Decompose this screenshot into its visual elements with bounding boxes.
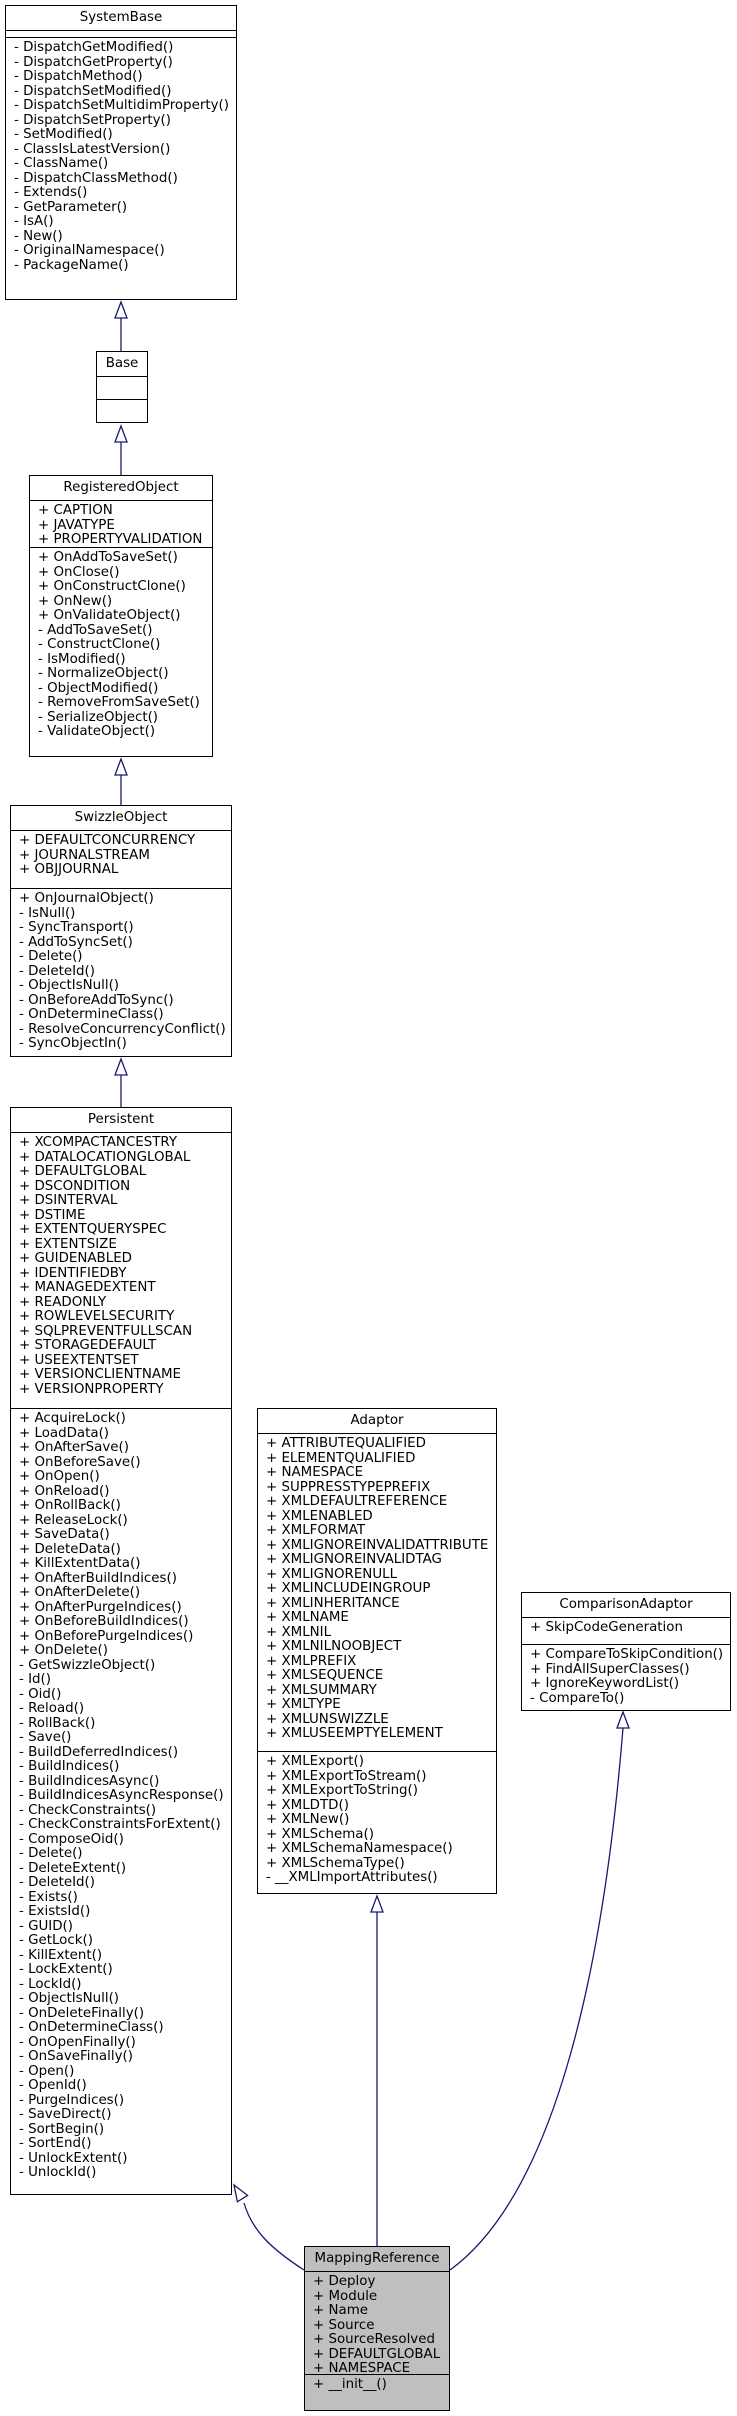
class-attribute: + VERSIONPROPERTY (19, 1381, 164, 1397)
inheritance-arrowhead-registeredobject (115, 759, 127, 775)
class-attribute: + JOURNALSTREAM (19, 847, 150, 863)
class-methods-section (11, 1409, 231, 2198)
class-method: + OnOpen() (19, 1469, 100, 1484)
class-method: + XMLExportToString() (266, 1783, 419, 1798)
class-attribute: + SourceResolved (313, 2332, 435, 2347)
class-attributes-section (97, 377, 147, 400)
class-method: - GUID() (19, 1918, 73, 1934)
class-method: + IgnoreKeywordList() (530, 1676, 680, 1691)
class-attribute: + ELEMENTQUALIFIED (266, 1450, 416, 1466)
class-attribute: + XMLENABLED (266, 1508, 373, 1524)
class-method: - ConstructClone() (38, 637, 161, 652)
class-attribute: + XMLNIL (266, 1624, 332, 1640)
class-attribute: + Module (313, 2288, 378, 2304)
class-method: - SetModified() (14, 127, 113, 142)
class-method: + OnNew() (38, 593, 113, 609)
class-method: + XMLSchemaType() (266, 1855, 405, 1871)
class-attribute: + Name (313, 2303, 368, 2318)
class-method: + OnBeforeSave() (19, 1454, 141, 1470)
class-method: - Extends() (14, 185, 88, 200)
class-method: - CheckConstraintsForExtent() (19, 1817, 221, 1832)
class-method: - DispatchMethod() (14, 69, 143, 84)
class-attribute: + OBJJOURNAL (19, 862, 119, 877)
inheritance-edge-mappingreference-to-persistent (244, 2203, 304, 2270)
class-method: + XMLDTD() (266, 1797, 349, 1813)
class-method: - DispatchGetProperty() (14, 54, 173, 70)
class-method: - OriginalNamespace() (14, 243, 165, 258)
class-attribute: + SQLPREVENTFULLSCAN (19, 1323, 193, 1339)
class-attribute: + XMLSUMMARY (266, 1682, 377, 1698)
class-attribute: + XMLIGNORENULL (266, 1566, 398, 1582)
class-method: - CheckConstraints() (19, 1802, 157, 1818)
class-attribute: + DSINTERVAL (19, 1193, 118, 1208)
inheritance-arrowhead-systembase (115, 302, 127, 318)
class-name: SwizzleObject (11, 806, 231, 831)
class-attribute: + NAMESPACE (266, 1465, 364, 1480)
class-attribute: + JAVATYPE (38, 517, 115, 533)
class-attribute: + XMLFORMAT (266, 1523, 366, 1538)
class-method: - RemoveFromSaveSet() (38, 695, 200, 710)
class-method: - ClassIsLatestVersion() (14, 141, 171, 157)
class-method: - ClassName() (14, 156, 109, 171)
class-method: - OnOpenFinally() (19, 2034, 136, 2050)
class-method: - ObjectIsNull() (19, 978, 120, 993)
class-attribute: + XMLSEQUENCE (266, 1668, 384, 1683)
class-method: - OpenId() (19, 2078, 87, 2093)
class-method: - Open() (19, 2063, 75, 2079)
class-method: + XMLSchemaNamespace() (266, 1841, 453, 1856)
class-methods-section (30, 548, 212, 760)
class-attribute: + IDENTIFIEDBY (19, 1265, 127, 1281)
class-box-swizzleobject[interactable] (10, 805, 232, 1057)
class-method: - SortEnd() (19, 2136, 92, 2151)
class-box-mappingreference[interactable] (304, 2246, 450, 2411)
class-method: + XMLExportToStream() (266, 1768, 427, 1784)
class-attribute: + Source (313, 2317, 375, 2333)
class-attribute: + DSTIME (19, 1207, 86, 1223)
class-method: + CompareToSkipCondition() (530, 1647, 724, 1662)
class-method: - ObjectIsNull() (19, 1991, 120, 2006)
class-method: - ObjectModified() (38, 680, 159, 696)
class-attribute: + Deploy (313, 2274, 376, 2289)
class-attribute: + VERSIONCLIENTNAME (19, 1367, 182, 1382)
class-method: - SaveDirect() (19, 2107, 112, 2122)
class-methods-section (97, 400, 147, 426)
class-attribute: + XMLDEFAULTREFERENCE (266, 1494, 448, 1509)
class-method: - DispatchClassMethod() (14, 170, 178, 186)
class-method: + OnRollBack() (19, 1498, 121, 1513)
class-method: - ExistsId() (19, 1904, 91, 1919)
class-attribute: + EXTENTQUERYSPEC (19, 1222, 167, 1237)
class-method: + XMLExport() (266, 1754, 364, 1769)
class-method: - Delete() (19, 949, 83, 964)
class-attribute: + MANAGEDEXTENT (19, 1280, 156, 1295)
class-method: - OnBeforeAddToSync() (19, 992, 174, 1008)
class-name: SystemBase (6, 6, 236, 31)
class-name: RegisteredObject (30, 476, 212, 501)
class-attribute: + XMLNAME (266, 1610, 349, 1625)
class-method: - SerializeObject() (38, 709, 159, 725)
class-method: - SortBegin() (19, 2121, 105, 2137)
class-methods-section (305, 2375, 449, 2414)
class-method: + OnAfterBuildIndices() (19, 1570, 177, 1586)
class-method: - Reload() (19, 1701, 85, 1716)
class-attribute: + PROPERTYVALIDATION (38, 532, 203, 547)
class-attribute: + XMLTYPE (266, 1697, 341, 1712)
class-method: - ValidateObject() (38, 724, 156, 739)
class-methods-section (11, 889, 231, 1060)
class-method: + XMLSchema() (266, 1826, 374, 1842)
class-attribute: + XMLNILNOOBJECT (266, 1639, 402, 1654)
class-method: - BuildDeferredIndices() (19, 1744, 179, 1760)
class-attribute: + READONLY (19, 1294, 107, 1310)
inheritance-arrowhead-swizzleobject (115, 1059, 127, 1075)
class-method: - OnDetermineClass() (19, 2020, 164, 2035)
class-method: - OnDeleteFinally() (19, 2005, 145, 2021)
class-attribute: + DATALOCATIONGLOBAL (19, 1149, 191, 1165)
class-attributes-section (30, 501, 212, 548)
class-attribute: + GUIDENABLED (19, 1251, 132, 1266)
class-method: - PackageName() (14, 257, 129, 273)
class-method: - Oid() (19, 1686, 62, 1702)
class-method: - UnlockExtent() (19, 2150, 128, 2166)
class-attribute: + DEFAULTGLOBAL (19, 1164, 147, 1179)
class-attribute: + CAPTION (38, 503, 113, 518)
class-name: ComparisonAdaptor (522, 1593, 730, 1618)
class-attributes-section (305, 2272, 449, 2375)
class-method: - BuildIndicesAsyncResponse() (19, 1788, 224, 1803)
class-method: + XMLNew() (266, 1812, 350, 1827)
class-attribute: + XCOMPACTANCESTRY (19, 1135, 178, 1150)
class-attribute: + DEFAULTGLOBAL (313, 2346, 441, 2362)
class-method: - LockExtent() (19, 1962, 113, 1977)
class-method: + OnBeforeBuildIndices() (19, 1614, 189, 1629)
class-method: - KillExtent() (19, 1947, 103, 1963)
class-name: MappingReference (305, 2247, 449, 2272)
class-method: + OnBeforePurgeIndices() (19, 1628, 194, 1644)
class-name: Persistent (11, 1108, 231, 1133)
class-method: - DispatchSetProperty() (14, 112, 171, 128)
class-attribute: + DSCONDITION (19, 1178, 131, 1194)
class-method: + OnAfterSave() (19, 1440, 129, 1455)
class-method: + DeleteData() (19, 1541, 121, 1557)
class-attribute: + XMLPREFIX (266, 1653, 357, 1669)
class-attribute: + XMLINCLUDEINGROUP (266, 1581, 431, 1596)
class-attribute: + XMLIGNOREINVALIDATTRIBUTE (266, 1537, 489, 1553)
class-method: + ReleaseLock() (19, 1512, 128, 1528)
class-methods-section (6, 38, 236, 300)
inheritance-arrowhead-base (115, 426, 127, 442)
class-attribute: + SkipCodeGeneration (530, 1620, 683, 1635)
class-method: + OnAfterDelete() (19, 1585, 141, 1600)
class-method: + SaveData() (19, 1527, 110, 1542)
class-method: + __init__() (313, 2377, 387, 2392)
class-method: + OnValidateObject() (38, 608, 181, 623)
class-method: - DispatchSetModified() (14, 83, 172, 99)
class-method: + OnJournalObject() (19, 891, 154, 906)
class-method: - __XMLImportAttributes() (266, 1870, 438, 1885)
class-method: - NormalizeObject() (38, 666, 169, 681)
class-attribute: + EXTENTSIZE (19, 1236, 117, 1252)
class-method: - CompareTo() (530, 1690, 625, 1706)
class-attribute: + ROWLEVELSECURITY (19, 1309, 175, 1324)
class-method: - BuildIndices() (19, 1759, 120, 1774)
class-method: - DeleteExtent() (19, 1860, 127, 1876)
class-box-comparisonadaptor[interactable] (521, 1592, 731, 1711)
class-method: + KillExtentData() (19, 1556, 141, 1571)
class-method: - LockId() (19, 1976, 82, 1992)
class-method: - UnlockId() (19, 2165, 97, 2180)
class-method: - BuildIndicesAsync() (19, 1773, 160, 1789)
class-method: + OnDelete() (19, 1643, 108, 1658)
class-attribute: + DEFAULTCONCURRENCY (19, 833, 196, 848)
class-method: - Save() (19, 1730, 72, 1745)
class-method: + OnClose() (38, 564, 120, 580)
class-method: - IsModified() (38, 651, 126, 667)
class-method: - Id() (19, 1672, 51, 1687)
class-method: - Delete() (19, 1846, 83, 1861)
class-box-base[interactable] (96, 351, 148, 423)
class-box-systembase[interactable] (5, 5, 237, 300)
class-method: + FindAllSuperClasses() (530, 1661, 690, 1677)
class-attribute: + ATTRIBUTEQUALIFIED (266, 1436, 426, 1451)
class-attributes-section (11, 1133, 231, 1409)
class-method: + OnAfterPurgeIndices() (19, 1599, 182, 1615)
class-box-persistent[interactable] (10, 1107, 232, 2195)
class-attribute: + XMLUSEEMPTYELEMENT (266, 1726, 443, 1741)
class-attributes-section (522, 1618, 730, 1645)
class-methods-section (258, 1752, 496, 1897)
class-method: - DispatchGetModified() (14, 40, 174, 55)
class-method: - PurgeIndices() (19, 2092, 125, 2108)
class-attributes-section (11, 831, 231, 889)
class-attribute: + NAMESPACE (313, 2361, 411, 2376)
inheritance-arrowhead-comparisonadaptor (617, 1712, 629, 1728)
class-method: - IsNull() (19, 905, 76, 921)
class-method: - IsA() (14, 214, 54, 229)
class-method: - GetParameter() (14, 199, 128, 215)
class-attributes-section (6, 31, 236, 38)
class-method: + OnConstructClone() (38, 579, 186, 594)
class-name: Adaptor (258, 1409, 496, 1434)
class-method: - SyncTransport() (19, 920, 134, 935)
class-method: - AddToSaveSet() (38, 622, 153, 638)
class-method: - OnSaveFinally() (19, 2049, 133, 2064)
class-attribute: + USEEXTENTSET (19, 1352, 139, 1368)
class-method: - OnDetermineClass() (19, 1007, 164, 1022)
class-method: - GetSwizzleObject() (19, 1657, 156, 1673)
class-method: - ResolveConcurrencyConflict() (19, 1021, 226, 1037)
class-method: + OnReload() (19, 1483, 110, 1499)
class-method: - SyncObjectIn() (19, 1036, 127, 1051)
class-method: - Exists() (19, 1889, 78, 1905)
class-method: - GetLock() (19, 1933, 93, 1948)
class-method: + OnAddToSaveSet() (38, 550, 178, 565)
class-name: Base (97, 352, 147, 377)
class-methods-section (522, 1645, 730, 1714)
class-box-registeredobject[interactable] (29, 475, 213, 757)
class-method: - DispatchSetMultidimProperty() (14, 98, 229, 113)
class-attribute: + XMLUNSWIZZLE (266, 1711, 389, 1727)
class-method: + LoadData() (19, 1425, 110, 1441)
class-method: - ComposeOid() (19, 1831, 124, 1847)
class-attribute: + SUPPRESSTYPEPREFIX (266, 1479, 431, 1495)
class-attributes-section (258, 1434, 496, 1752)
class-method: - New() (14, 228, 63, 244)
class-box-adaptor[interactable] (257, 1408, 497, 1894)
class-method: - RollBack() (19, 1715, 96, 1731)
class-attribute: + XMLIGNOREINVALIDTAG (266, 1552, 442, 1567)
class-attribute: + XMLINHERITANCE (266, 1595, 400, 1611)
class-attribute: + STORAGEDEFAULT (19, 1338, 157, 1353)
class-method: - DeleteId() (19, 963, 95, 979)
class-method: - AddToSyncSet() (19, 934, 133, 950)
class-method: - DeleteId() (19, 1875, 95, 1890)
inheritance-arrowhead-adaptor (371, 1896, 383, 1912)
class-method: + AcquireLock() (19, 1411, 126, 1426)
